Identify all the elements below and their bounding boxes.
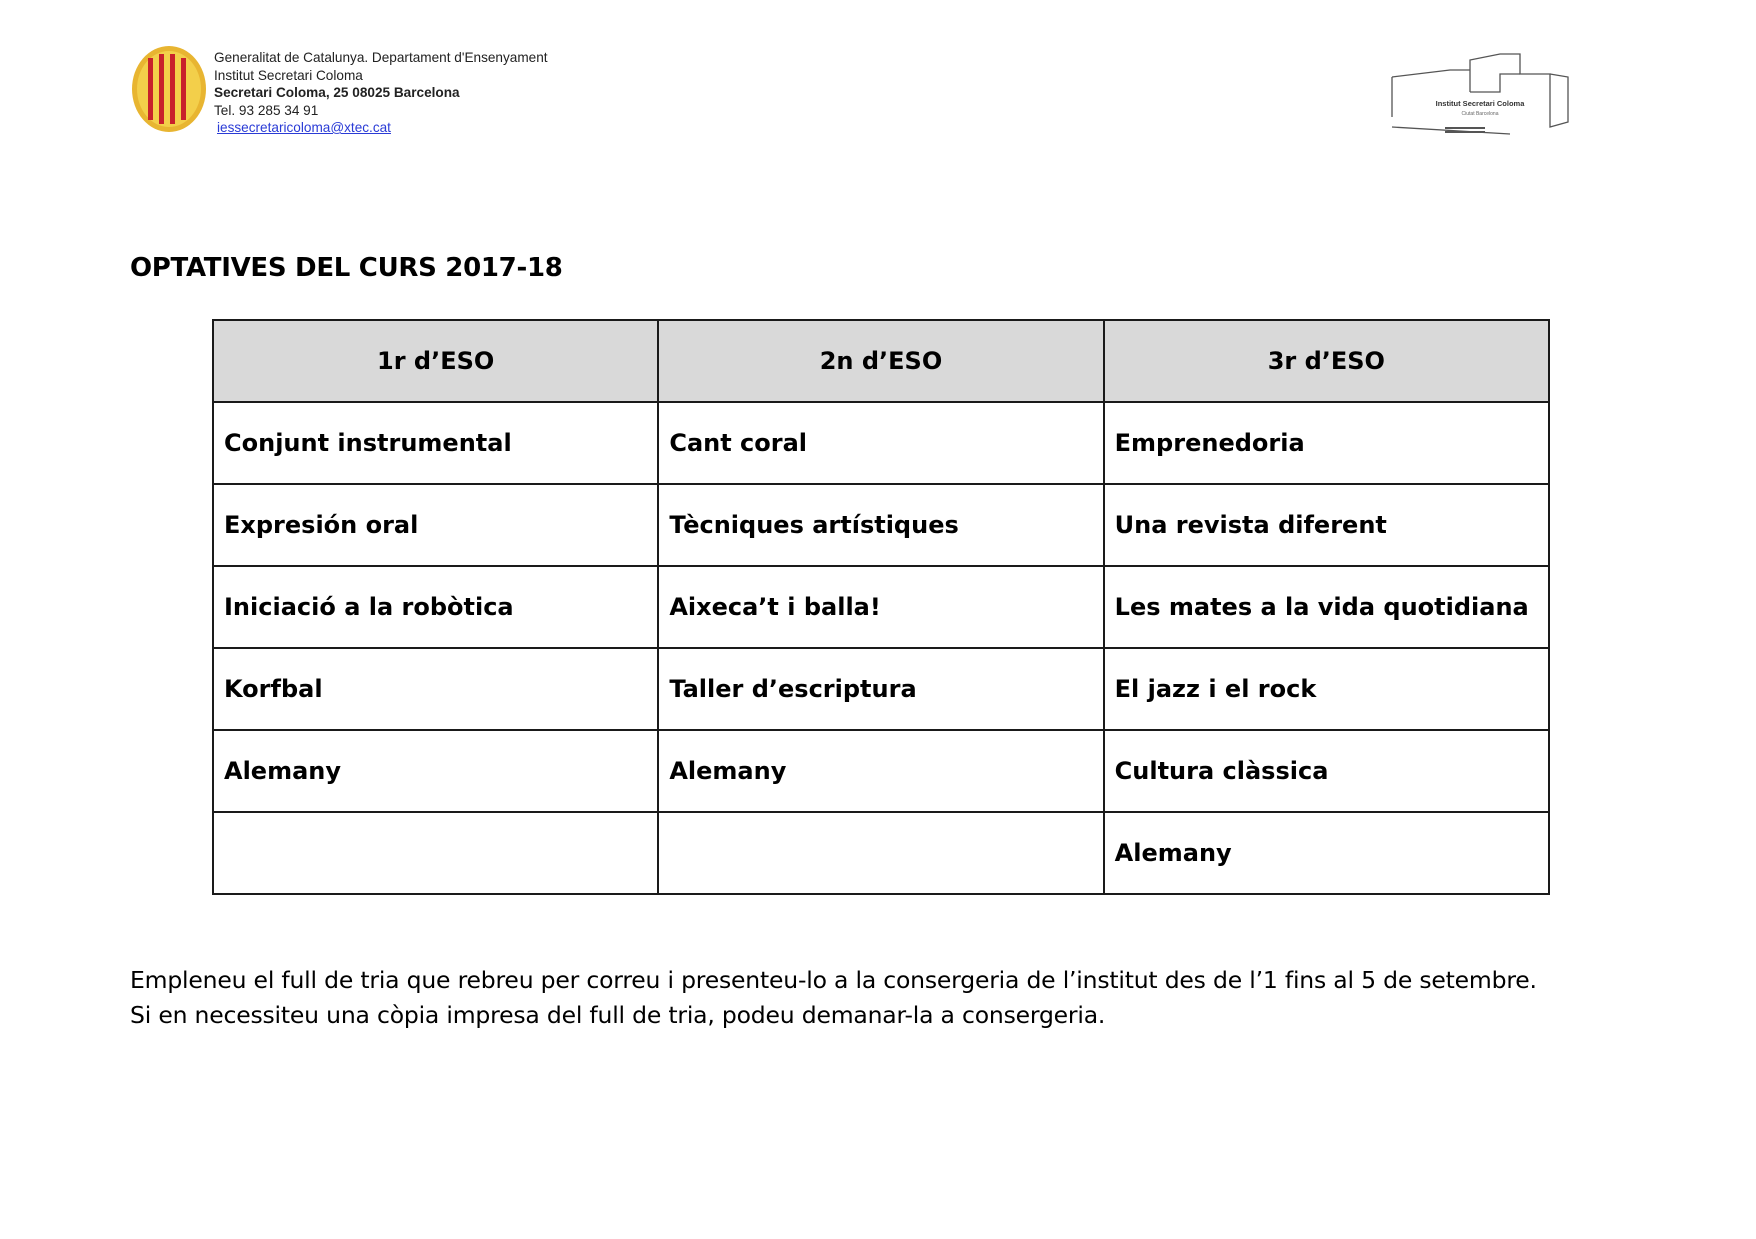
- table-row: [213, 566, 1549, 648]
- table-cell: Una revista diferent: [1104, 484, 1549, 566]
- electives-table: [212, 319, 1550, 895]
- table-cell: Les mates a la vida quotidiana: [1104, 566, 1549, 648]
- institute-email-link[interactable]: iessecretaricoloma@xtec.cat: [217, 120, 391, 135]
- table-row: [213, 812, 1549, 894]
- table-cell: Aixeca’t i balla!: [658, 566, 1103, 648]
- table-row: [213, 402, 1549, 484]
- school-logo-subtext: Ciutat Barcelona: [1461, 111, 1499, 117]
- institute-name: Institut Secretari Coloma: [214, 67, 363, 83]
- table-cell: Emprenedoria: [1104, 402, 1549, 484]
- table-cell: Alemany: [213, 730, 658, 812]
- table-cell: Cant coral: [658, 402, 1103, 484]
- table-row: [213, 648, 1549, 730]
- department-name: Generalitat de Catalunya. Departament d'Ensenyament: [214, 50, 548, 65]
- table-cell: Alemany: [1104, 812, 1549, 894]
- table-header-row: [213, 320, 1549, 402]
- table-row: [213, 484, 1549, 566]
- column-header-3r-eso: 3r d’ESO: [1104, 320, 1549, 402]
- school-logo-text: Institut Secretari Coloma: [1435, 99, 1525, 108]
- instructions: [130, 963, 1537, 1033]
- school-logo: [1390, 52, 1570, 152]
- column-header-1r-eso: 1r d’ESO: [213, 320, 658, 402]
- column-header-2n-eso: 2n d’ESO: [658, 320, 1103, 402]
- table-cell: [658, 812, 1103, 894]
- table-cell: Cultura clàssica: [1104, 730, 1549, 812]
- institution-info: [214, 49, 634, 137]
- table-cell: Iniciació a la robòtica: [213, 566, 658, 648]
- table-cell: Korfbal: [213, 648, 658, 730]
- page-title: OPTATIVES DEL CURS 2017-18: [130, 253, 563, 283]
- table-row: [213, 730, 1549, 812]
- table-cell: Conjunt instrumental: [213, 402, 658, 484]
- table-cell: Taller d’escriptura: [658, 648, 1103, 730]
- table-cell: Expresión oral: [213, 484, 658, 566]
- instructions-line-2: Si en necessiteu una còpia impresa del full de tria, podeu demanar-la a consergeria.: [130, 1001, 1106, 1029]
- table-cell: [213, 812, 658, 894]
- institute-phone: Tel. 93 285 34 91: [214, 102, 319, 118]
- instructions-line-1: Empleneu el full de tria que rebreu per correu i presenteu-lo a la consergeria de l’institut des de l’1 fins al 5 de setembre.: [130, 966, 1537, 994]
- generalitat-emblem-icon: [130, 44, 208, 134]
- institute-address: Secretari Coloma, 25 08025 Barcelona: [214, 85, 460, 100]
- table-cell: El jazz i el rock: [1104, 648, 1549, 730]
- table-cell: Alemany: [658, 730, 1103, 812]
- table-cell: Tècniques artístiques: [658, 484, 1103, 566]
